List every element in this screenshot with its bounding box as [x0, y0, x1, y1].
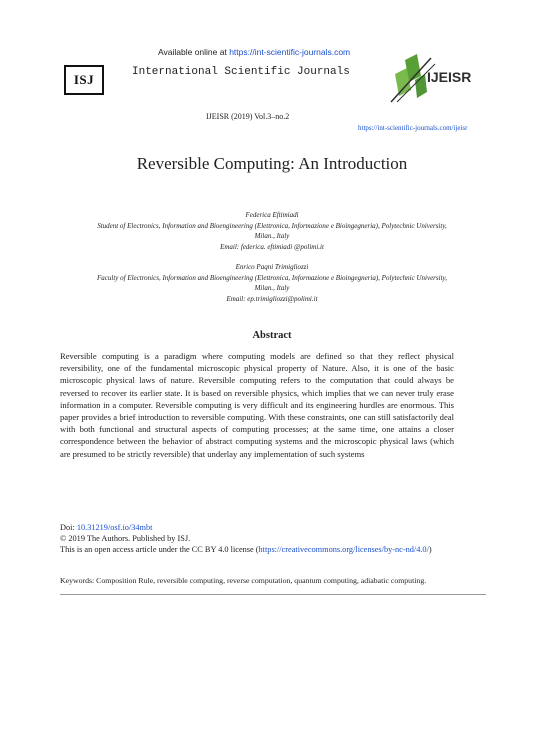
- doi-line: [60, 522, 432, 533]
- author-name: Federica Eftimiadi: [245, 211, 299, 219]
- author-affiliation: Student of Electronics, Information and Bioengineering (Elettronica, Informazione e Bioingegneria), Polytechnic University,: [97, 221, 447, 230]
- isj-logo: [64, 65, 104, 95]
- journal-volume: IJEISR (2019) Vol.3–no.2: [206, 112, 290, 121]
- author-city: Milan., Italy: [254, 232, 290, 240]
- license-prefix: This is an open access article under the CC BY 4.0 license (: [60, 545, 259, 554]
- abstract-text: Reversible computing is a paradigm where computing models are defined so that they reflect physical reversibility, one of the fundamental microscopic physical property of Nature. Also, it is one of the basic microscopic physical laws of nature. Reversible computing refers to the computation that could always be reversed to recover its earlier state. It is based on reversible physics, which implies that we can never truly erase information in a computer. Reversible computing is very difficult and its engineering hurdles are enormous. This paper provides a brief introduction to reversible computing. With these constraints, one can still satisfactorily deal with both functional and structural aspects of computing processes; at the same time, one attains a closer correspondence between the behavior of abstract computing systems and the microscopic physical laws (which are presumed to be strictly reversible) that underlay any implementation of such systems: [60, 351, 454, 459]
- available-online-label: Available online at: [158, 47, 230, 57]
- available-online-line: [158, 47, 350, 57]
- doi-label: Doi:: [60, 523, 77, 532]
- keywords-line: Keywords: Composition Rule, reversible computing, reverse computation, quantum computing, adiabatic computing.: [60, 576, 427, 585]
- author-email: Email: federica. eftimiadi @polimi.it: [220, 242, 324, 251]
- paper-title: Reversible Computing: An Introduction: [136, 154, 408, 173]
- author-city: Milan., Italy: [254, 284, 290, 292]
- license-link[interactable]: https://creativecommons.org/licenses/by-nc-nd/4.0/: [258, 545, 429, 554]
- article-footer: [60, 522, 432, 555]
- isj-logo-text: ISJ: [73, 72, 95, 87]
- copyright-line: © 2019 The Authors. Published by ISJ.: [60, 534, 191, 543]
- author-name: Enrico Paqni Trimigliozzi: [235, 263, 309, 271]
- available-online-link[interactable]: https://int-scientific-journals.com: [229, 47, 351, 57]
- ijeisr-logo-text: IJEISR: [427, 69, 472, 85]
- ijeisr-logo: [387, 52, 477, 106]
- author-email: Email: ep.trimigliozzi@polimi.it: [226, 294, 318, 303]
- authors-block: [60, 210, 484, 304]
- author-affiliation: Faculty of Electronics, Information and Bioengineering (Elettronica, Informazione e Bioingegneria), Polytechnic University,: [97, 273, 447, 282]
- journal-url-link[interactable]: https://int-scientific-journals.com/ijeisr: [358, 124, 468, 132]
- license-line: [60, 544, 432, 555]
- doi-link[interactable]: 10.31219/osf.io/34mbt: [76, 523, 153, 532]
- abstract-heading: Abstract: [252, 330, 292, 341]
- footer-divider: [60, 594, 486, 595]
- journal-name: International Scientific Journals: [132, 66, 350, 78]
- author-spacer: [60, 252, 484, 262]
- license-suffix: ): [428, 545, 432, 554]
